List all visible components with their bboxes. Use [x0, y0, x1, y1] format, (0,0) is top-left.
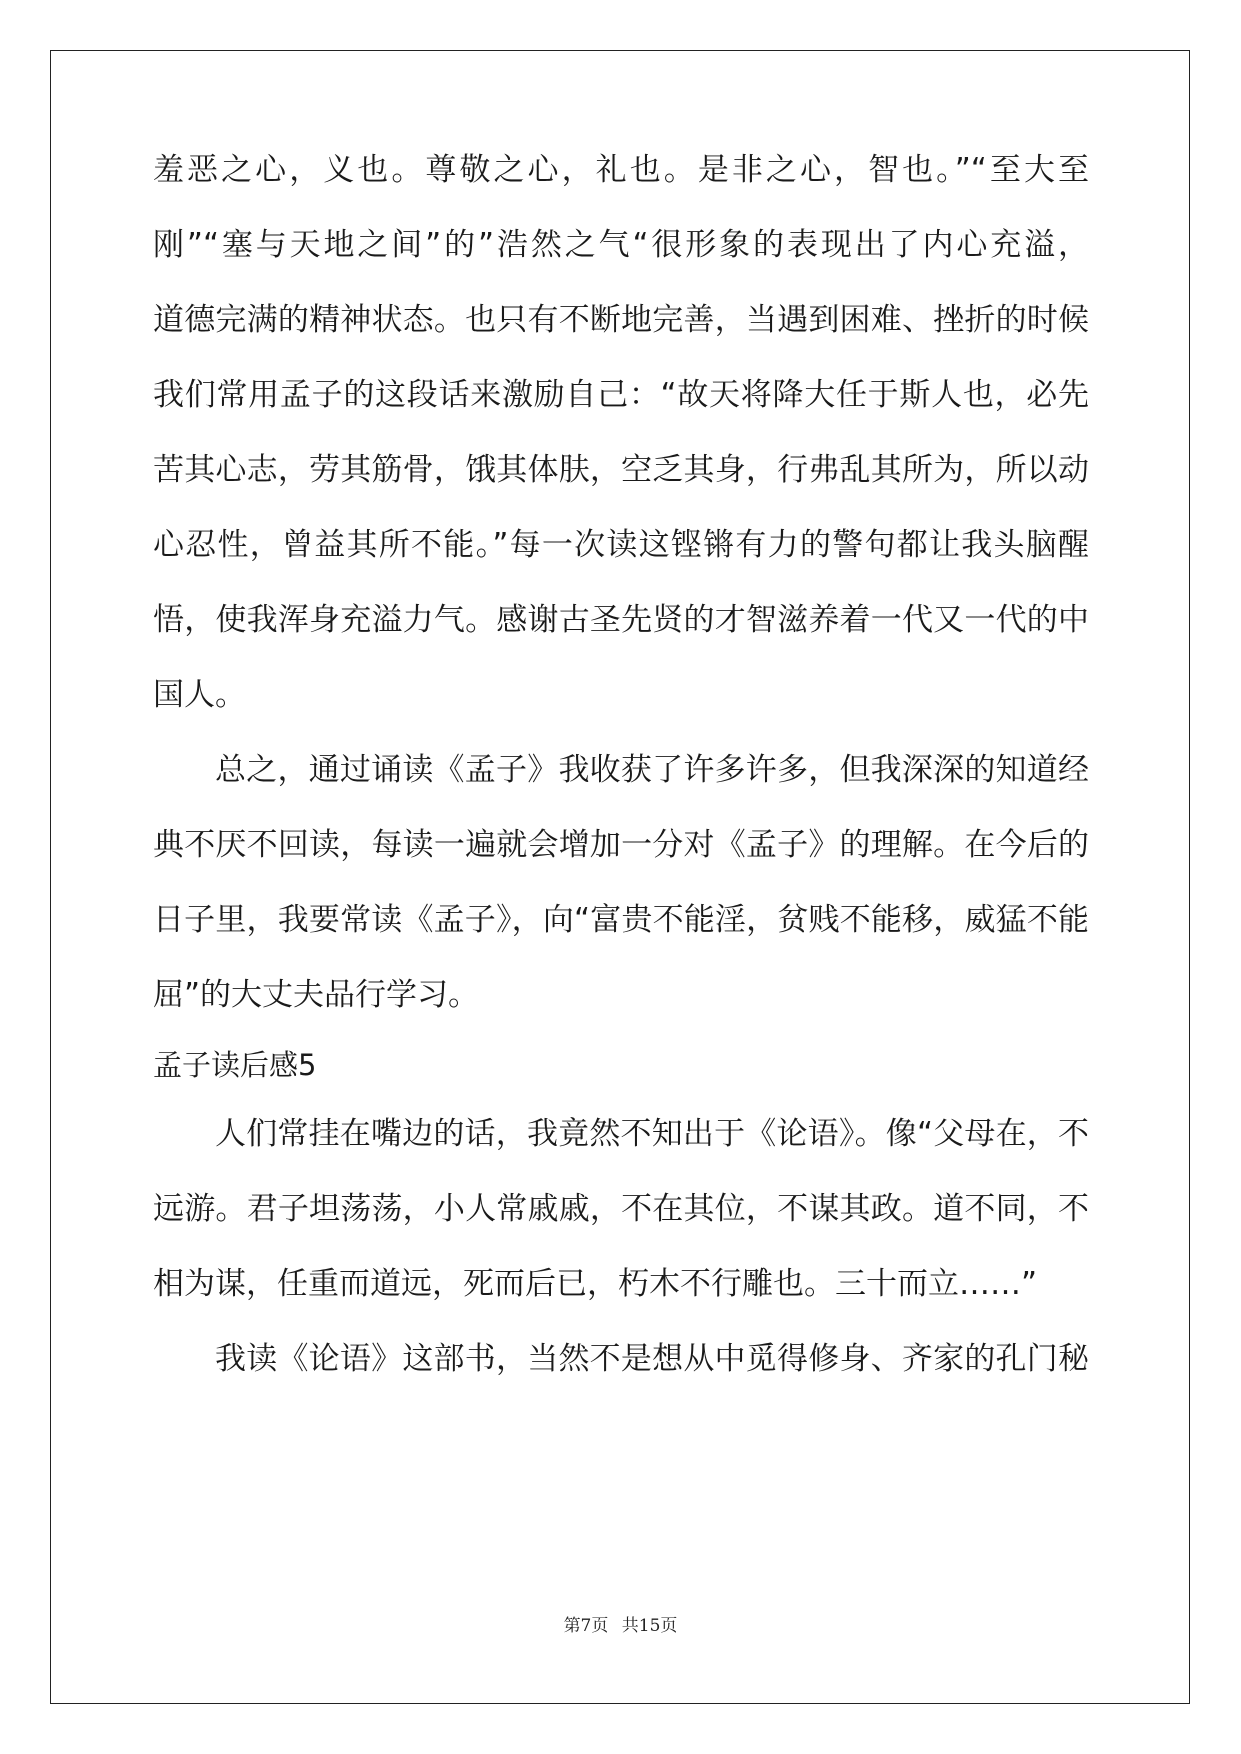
text-line: 悟，使我浑身充溢力气。感谢古圣先贤的才智滋养着一代又一代的中 [153, 602, 1089, 638]
paragraph-first-line: 我读《论语》这部书，当然不是想从中觅得修身、齐家的孔门秘 [215, 1341, 1089, 1377]
text-line: 心忍性，曾益其所不能。”每一次读这铿锵有力的警句都让我头脑醒 [153, 527, 1089, 563]
page-total: 共15页 [621, 1616, 678, 1636]
section-heading: 孟子读后感5 [153, 1048, 317, 1082]
page-footer [0, 1614, 1241, 1638]
paragraph-first-line: 人们常挂在嘴边的话，我竟然不知出于《论语》。像“父母在，不 [215, 1116, 1089, 1152]
text-line: 国人。 [153, 677, 246, 713]
page-number: 第7页 [563, 1616, 609, 1636]
text-line: 典不厌不回读，每读一遍就会增加一分对《孟子》的理解。在今后的 [153, 827, 1089, 863]
text-line: 刚”“塞与天地之间”的”浩然之气“很形象的表现出了内心充溢， [153, 227, 1089, 263]
text-line: 我们常用孟子的这段话来激励自己：“故天将降大任于斯人也，必先 [153, 377, 1089, 413]
paragraph-first-line: 总之，通过诵读《孟子》我收获了许多许多，但我深深的知道经 [215, 752, 1089, 788]
text-line: 屈”的大丈夫品行学习。 [153, 977, 480, 1013]
text-line: 相为谋，任重而道远，死而后已，朽木不行雕也。三十而立……” [153, 1266, 1038, 1302]
text-line: 道德完满的精神状态。也只有不断地完善，当遇到困难、挫折的时候 [153, 302, 1089, 338]
text-line: 远游。君子坦荡荡，小人常戚戚，不在其位，不谋其政。道不同，不 [153, 1191, 1089, 1227]
page-border [50, 50, 1190, 1704]
text-line: 羞恶之心，义也。尊敬之心，礼也。是非之心，智也。”“至大至 [153, 152, 1089, 188]
text-line: 苦其心志，劳其筋骨，饿其体肤，空乏其身，行弗乱其所为，所以动 [153, 452, 1089, 488]
text-line: 日子里，我要常读《孟子》，向“富贵不能淫，贫贱不能移，威猛不能 [153, 902, 1089, 938]
